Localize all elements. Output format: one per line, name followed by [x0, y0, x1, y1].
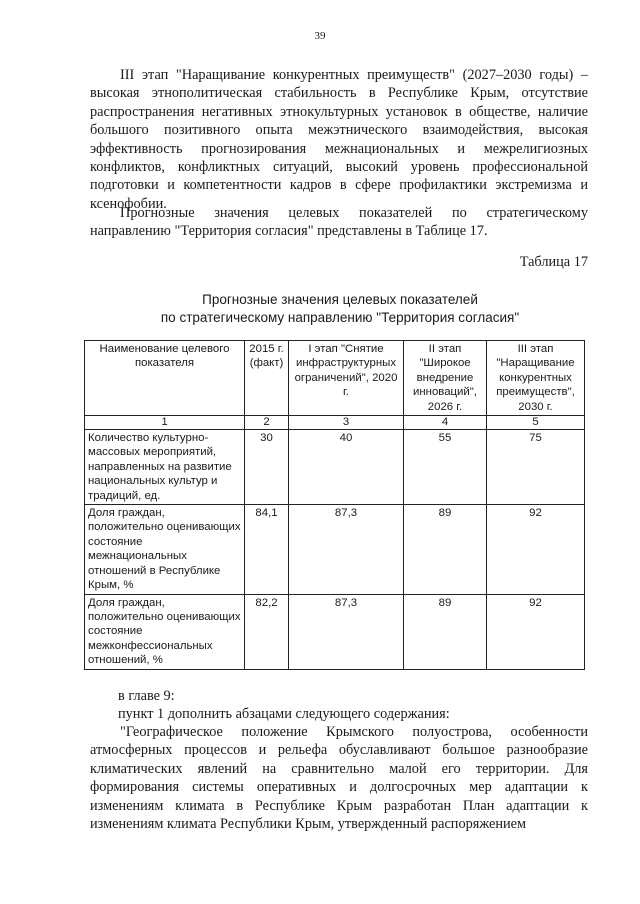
row-indicator-name: Доля граждан, положительно оценивающих состояние межконфессиональных отношений, % — [85, 594, 245, 669]
header-stage-3: III этап "Наращивание конкурентных преимуществ", 2030 г. — [487, 341, 585, 416]
value-2020: 87,3 — [289, 505, 404, 594]
table-row — [85, 505, 585, 594]
column-number: 5 — [487, 416, 585, 430]
page-number: 39 — [314, 30, 326, 42]
column-number: 3 — [289, 416, 404, 430]
table-header-row — [85, 341, 585, 416]
header-indicator-name: Наименование целевого показателя — [85, 341, 245, 416]
header-2015: 2015 г. (факт) — [245, 341, 289, 416]
chapter-9-label: в главе 9: — [118, 688, 175, 704]
paragraph-stage3: III этап "Наращивание конкурентных преимуществ" (2027–2030 годы) – высокая этнополитическая стабильность в Республике Крым, отсутствие распространения негативных этнокультурных установок в обществе, наличие большого позитивного опыта межэтнического взаимодействия, высокая эффективность прогнозирования межнациональных и межрелигиозных конфликтов, конфликтных ситуаций, высокий уровень профессиональной подготовки и компетентности кадров в сфере профилактики экстремизма и ксенофобии. — [90, 67, 588, 212]
header-stage-2: II этап "Широкое внедрение инноваций", 2026 г. — [404, 341, 487, 416]
row-indicator-name: Доля граждан, положительно оценивающих состояние межнациональных отношений в Республике Крым, % — [85, 505, 245, 594]
value-2030: 92 — [487, 505, 585, 594]
header-stage-1: I этап "Снятие инфраструктурных ограничений", 2020 г. — [289, 341, 404, 416]
value-2026: 89 — [404, 594, 487, 669]
table-row — [85, 594, 585, 669]
value-2015: 30 — [245, 430, 289, 505]
paragraph-climate-quote: "Географическое положение Крымского полуострова, особенности атмосферных процессов и рельефа обуславливают большое разнообразие климатических явлений на сравнительно малой его территории. Для формирования системы оперативных и долгосрочных мер адаптации к изменениям климата в Республике Крым разработан План адаптации к изменениям климата Республики Крым, утвержденный распоряжением — [90, 724, 588, 833]
value-2030: 92 — [487, 594, 585, 669]
indicators-table — [84, 340, 585, 670]
column-number: 1 — [85, 416, 245, 430]
value-2026: 89 — [404, 505, 487, 594]
value-2020: 87,3 — [289, 594, 404, 669]
table-caption — [90, 291, 590, 326]
column-number-row — [85, 416, 585, 430]
column-number: 4 — [404, 416, 487, 430]
row-indicator-name: Количество культурно-массовых мероприятий, направленных на развитие национальных культур и традиций, ед. — [85, 430, 245, 505]
value-2015: 84,1 — [245, 505, 289, 594]
value-2015: 82,2 — [245, 594, 289, 669]
value-2020: 40 — [289, 430, 404, 505]
value-2030: 75 — [487, 430, 585, 505]
paragraph-forecast: Прогнозные значения целевых показателей по стратегическому направлению "Территория согласия" представлены в Таблице 17. — [90, 205, 588, 240]
point-1-instruction: пункт 1 дополнить абзацами следующего содержания: — [118, 706, 450, 722]
value-2026: 55 — [404, 430, 487, 505]
column-number: 2 — [245, 416, 289, 430]
caption-line-2: по стратегическому направлению "Территория согласия" — [160, 309, 520, 325]
table-row — [85, 430, 585, 505]
caption-line-1: Прогнозные значения целевых показателей — [202, 292, 478, 307]
table-label: Таблица 17 — [519, 254, 588, 270]
